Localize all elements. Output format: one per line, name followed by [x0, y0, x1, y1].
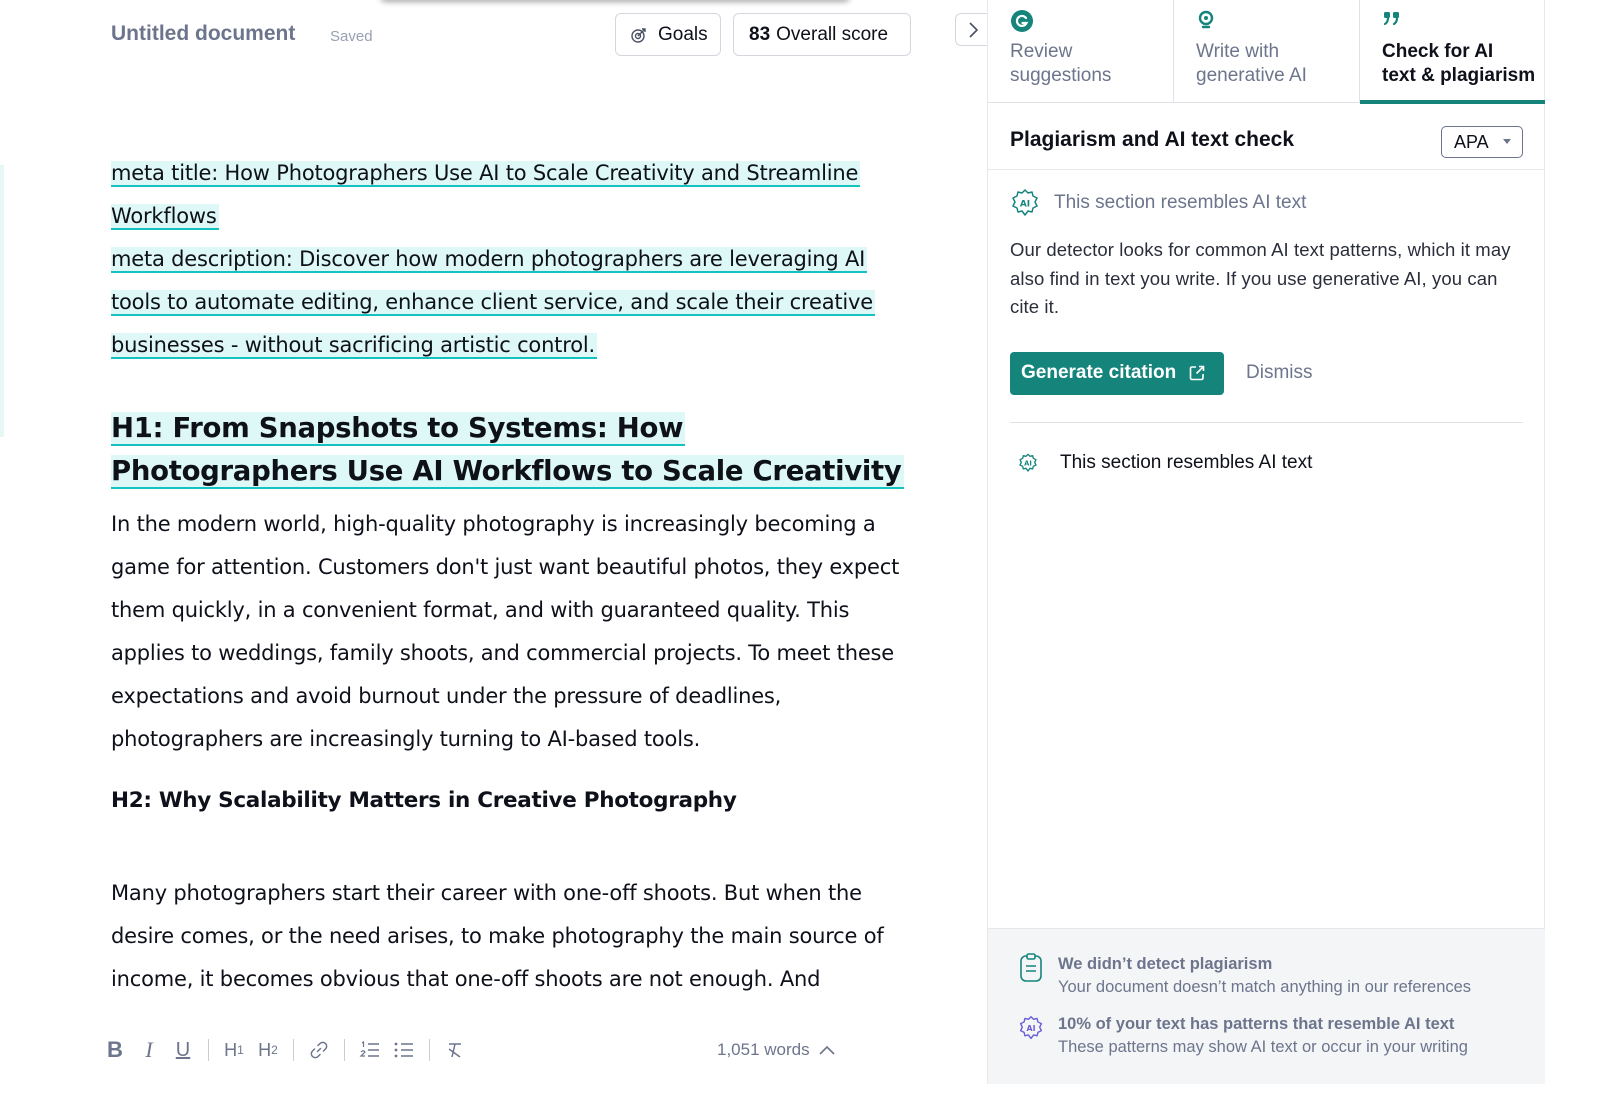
tab-write-with-generative-ai[interactable]: [1174, 0, 1360, 103]
numbered-list-icon: [359, 1040, 381, 1060]
assistant-sidebar: [987, 0, 1545, 1084]
ai-text-result: [1018, 1013, 1468, 1059]
toolbar-divider: [208, 1039, 209, 1061]
document-title[interactable]: Untitled document: [111, 22, 296, 45]
heading-2-level: 2: [271, 1043, 278, 1057]
ai-text-collapsed-item[interactable]: [1018, 452, 1312, 474]
numbered-list-button[interactable]: [353, 1032, 387, 1068]
toolbar-divider: [344, 1039, 345, 1061]
chevron-up-icon: [818, 1044, 836, 1056]
toolbar-divider: [293, 1039, 294, 1061]
svg-text:AI: AI: [1026, 1024, 1036, 1034]
link-icon: [309, 1040, 329, 1060]
svg-text:AI: AI: [1024, 459, 1032, 468]
generate-citation-button[interactable]: [1010, 352, 1224, 395]
ai-text-result-title: 10% of your text has patterns that resemble AI text: [1058, 1015, 1455, 1033]
sidebar-tabs: [988, 0, 1545, 103]
heading-1-letter: H: [224, 1039, 238, 1060]
underline-button[interactable]: U: [175, 1038, 191, 1061]
heading-2[interactable]: H2: Why Scalability Matters in Creative Photography: [111, 788, 737, 813]
plagiarism-result: [1018, 953, 1471, 999]
word-count-button[interactable]: [717, 1040, 836, 1060]
collapsed-item-label: This section resembles AI text: [1060, 452, 1313, 473]
ai-badge-icon: [1018, 453, 1038, 473]
italic-button[interactable]: I: [145, 1037, 153, 1062]
dismiss-button[interactable]: Dismiss: [1246, 362, 1313, 383]
link-button[interactable]: [302, 1032, 336, 1068]
panel-header: [988, 104, 1545, 170]
tab-label-line: suggestions: [1010, 65, 1112, 86]
generate-citation-label: Generate citation: [1021, 362, 1177, 383]
bulleted-list-button[interactable]: [387, 1032, 421, 1068]
clear-formatting-button[interactable]: [438, 1032, 472, 1068]
ai-card-heading: This section resembles AI text: [1054, 192, 1307, 213]
toolbar-divider: [429, 1039, 430, 1061]
heading-2-letter: H: [258, 1039, 272, 1060]
heading-1[interactable]: [111, 407, 911, 493]
tab-label-line: Write with: [1196, 41, 1280, 62]
score-label: Overall score: [776, 23, 889, 45]
citation-style-select[interactable]: [1441, 126, 1523, 158]
ai-highlight-meta-title[interactable]: meta title: How Photographers Use AI to Scale Creativity and Streamline Workflows: [111, 161, 859, 228]
heading-1-button[interactable]: [217, 1032, 251, 1068]
tab-label-line: text & plagiarism: [1382, 65, 1536, 86]
body-paragraph[interactable]: Many photographers start their career with one-off shoots. But when the desire comes, or the need arises, to make photography the main source of income, it becomes obvious that one-off shoots are not enough. And: [111, 881, 884, 991]
panel-title: Plagiarism and AI text check: [1010, 128, 1295, 151]
ai-highlight-meta-description[interactable]: meta description: Discover how modern photographers are leveraging AI tools to automate editing, enhance client service, and scale their creative businesses - without sacrificing artistic control.: [111, 247, 873, 357]
goals-label: Goals: [658, 23, 708, 45]
plagiarism-result-text: [1058, 953, 1471, 999]
ai-card-body: Our detector looks for common AI text patterns, which it may also find in text you write. If you use generative AI, you can cite it.: [1010, 239, 1511, 317]
plagiarism-result-title: We didn’t detect plagiarism: [1058, 955, 1273, 973]
tab-label-line: Review: [1010, 41, 1073, 62]
card-divider: [1010, 422, 1523, 423]
clear-formatting-icon: [445, 1040, 465, 1060]
check-summary-footer: [988, 928, 1545, 1084]
ai-highlight-heading[interactable]: H1: From Snapshots to Systems: How Photographers Use AI Workflows to Scale Creativity: [111, 412, 902, 487]
citation-style-value: APA: [1454, 131, 1489, 152]
save-status: Saved: [330, 28, 373, 45]
word-count-label: 1,051 words: [717, 1040, 810, 1059]
heading-2-button[interactable]: [251, 1032, 285, 1068]
score-value: 83: [749, 23, 771, 45]
ai-card-actions: [1010, 352, 1523, 395]
caret-down-icon: [1503, 139, 1511, 144]
ai-badge-icon: [1010, 188, 1040, 218]
heading-1-level: 1: [237, 1043, 244, 1057]
body-paragraph[interactable]: In the modern world, high-quality photography is increasingly becoming a game for attention. Customers don't just want beautiful photos, they expect them quickly, in a convenient format, and with guaranteed quality. This applies to weddings, family shoots, and commercial projects. To meet these expectations and avoid burnout under the pressure of deadlines, photographers are increasingly turning to AI-based tools.: [111, 512, 900, 751]
document-check-icon: [1018, 953, 1044, 983]
plagiarism-result-subtitle: Your document doesn’t match anything in our references: [1058, 978, 1472, 996]
ai-text-result-text: [1058, 1013, 1468, 1059]
tab-review-suggestions[interactable]: [988, 0, 1174, 103]
quote-icon: [1382, 9, 1406, 33]
ai-text-result-subtitle: These patterns may show AI text or occur in your writing: [1058, 1038, 1468, 1056]
ai-text-card: [1010, 184, 1523, 395]
ai-card-header[interactable]: [1010, 184, 1523, 222]
document-body[interactable]: [111, 152, 911, 1001]
grammarly-g-icon: [1010, 9, 1034, 33]
svg-text:AI: AI: [1019, 199, 1031, 210]
tab-check-ai-plagiarism[interactable]: [1360, 0, 1545, 103]
tab-label-line: Check for AI: [1382, 41, 1494, 62]
meta-title-paragraph[interactable]: [111, 152, 911, 238]
bold-button[interactable]: B: [107, 1037, 123, 1062]
lightbulb-icon: [1196, 9, 1220, 33]
formatting-toolbar: [98, 1030, 472, 1070]
bulleted-list-icon: [393, 1040, 415, 1060]
tab-label-line: generative AI: [1196, 65, 1307, 86]
ai-badge-purple-icon: [1018, 1013, 1044, 1043]
meta-description-paragraph[interactable]: [111, 238, 911, 367]
external-link-icon: [1188, 364, 1206, 382]
